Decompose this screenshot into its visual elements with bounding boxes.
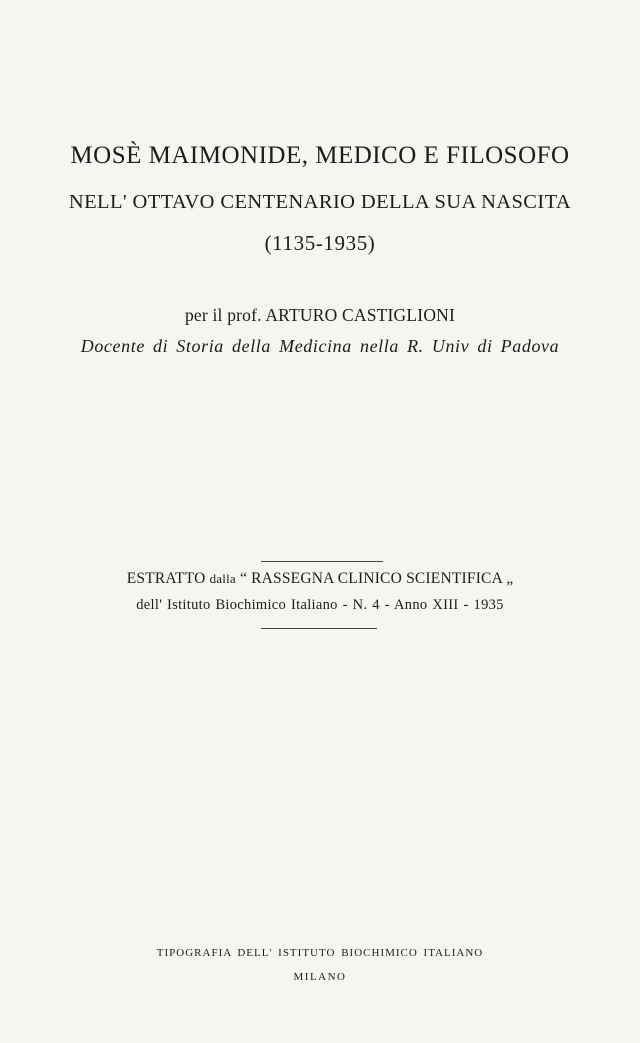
document-dates: (1135-1935) <box>264 231 376 255</box>
extract-line <box>0 570 640 588</box>
printer-name: TIPOGRAFIA DELL' ISTITUTO BIOCHIMICO ITALIANO <box>156 947 484 959</box>
author-affiliation: Docente di Storia della Medicina nella R. Univ di Padova <box>80 336 560 356</box>
printer-city: MILANO <box>293 971 347 983</box>
extract-label: ESTRATTO <box>126 570 206 587</box>
document-title: MOSÈ MAIMONIDE, MEDICO E FILOSOFO <box>70 142 570 169</box>
bottom-divider <box>261 628 377 629</box>
document-subtitle: NELL' OTTAVO CENTENARIO DELLA SUA NASCITA <box>68 191 572 213</box>
extract-connector: dalla <box>209 571 236 586</box>
publication-details: dell' Istituto Biochimico Italiano - N. 4 - Anno XIII - 1935 <box>136 597 504 613</box>
journal-name: “ RASSEGNA CLINICO SCIENTIFICA „ <box>239 570 514 587</box>
top-divider <box>261 561 383 562</box>
author-line: per il prof. ARTURO CASTIGLIONI <box>184 305 456 325</box>
